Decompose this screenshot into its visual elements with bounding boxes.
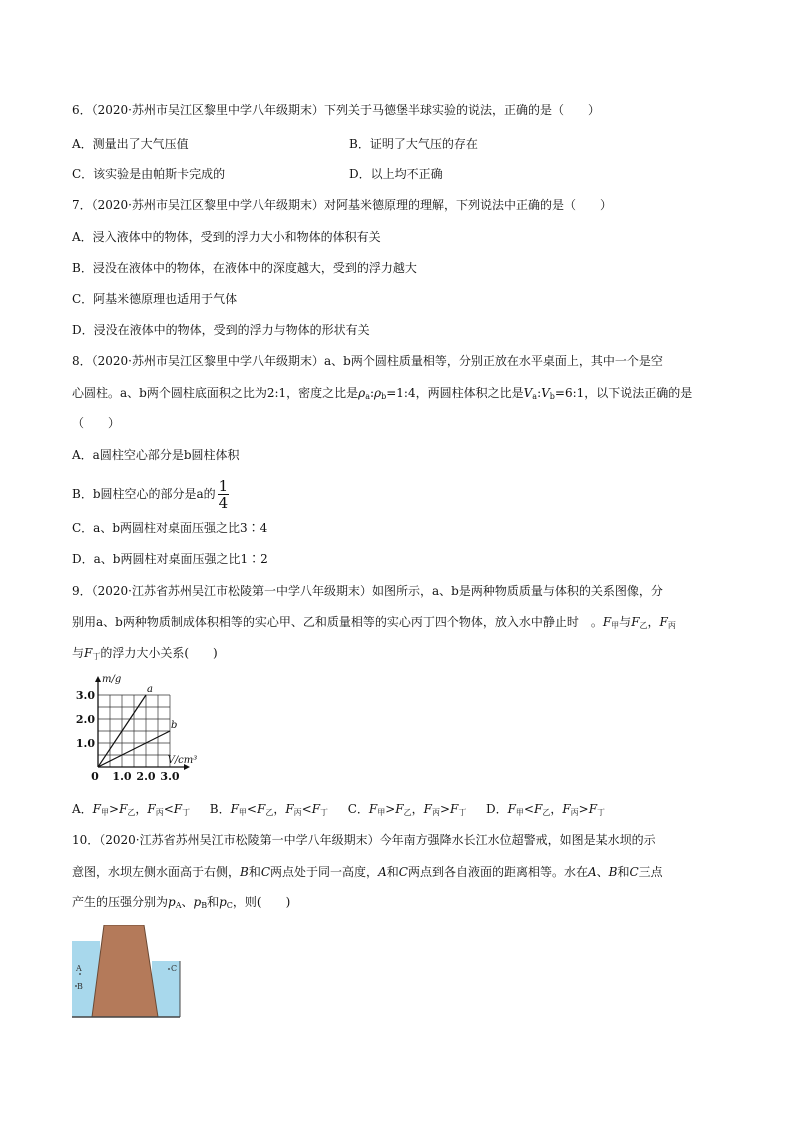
- q7-option-d: D．浸没在液体中的物体，受到的浮力与物体的形状有关: [72, 323, 370, 337]
- q10-stem-line3: 产生的压强分别为$p_A$、$p_B$和$p_C$，则( ): [72, 895, 291, 910]
- y-tick-label: 1.0: [75, 737, 95, 750]
- x-tick-label: 1.0: [112, 770, 132, 783]
- q9-option-d: D．$F_甲<F_乙$，$F_丙>F_丁$: [485, 802, 606, 817]
- chart-grid: [98, 695, 170, 767]
- q9-option-a: A．$F_甲>F_乙$，$F_丙<F_丁$: [72, 802, 191, 817]
- q8-stem-line1: 8．（2020·苏州市吴江区黎里中学八年级期末）a、b两个圆柱质量相等，分别正放在水平桌面上，其中一个是空: [72, 354, 663, 368]
- q6-option-c: C．该实验是由帕斯卡完成的: [72, 167, 226, 181]
- q9-option-c: C．$F_甲>F_乙$，$F_丙>F_丁$: [347, 802, 467, 817]
- q7-option-c: C．阿基米德原理也适用于气体: [72, 292, 238, 306]
- q8-option-d: D．a、b两圆柱对桌面压强之比1∶2: [72, 552, 268, 566]
- x-tick-label: 0: [91, 770, 99, 783]
- y-tick-label: 3.0: [75, 689, 95, 702]
- q10-stem-line1: 10．（2020·江苏省苏州吴江市松陵第一中学八年级期末）今年南方强降水长江水位超警戒，如图是某水坝的示: [72, 833, 656, 847]
- x-axis-label: V/cm³: [167, 755, 198, 766]
- fraction-one-quarter: $\frac{1}{4}$: [218, 477, 229, 512]
- x-tick-label: 2.0: [136, 770, 156, 783]
- label-point-c: C: [171, 964, 178, 973]
- q6-option-d: D．以上均不正确: [349, 167, 443, 181]
- q8-stem-line2: 心圆柱。a、b两个圆柱底面积之比为2:1，密度之比是$\rho_a:\rho_b=1:4$，两圆柱体积之比是$V_a:V_b=6:1$，以下说法正确的是: [72, 386, 693, 401]
- q8-option-a: A．a圆柱空心部分是b圆柱体积: [72, 448, 240, 462]
- q8-stem-line3: （ ）: [72, 416, 121, 430]
- q6-option-a: A．测量出了大气压值: [72, 137, 189, 151]
- point-c-dot: [168, 968, 170, 970]
- q9-stem-line3: 与$F_丁$的浮力大小关系( ): [72, 646, 218, 661]
- q8-option-c: C．a、b两圆柱对桌面压强之比3∶4: [72, 521, 268, 535]
- q6-option-b: B．证明了大气压的存在: [349, 137, 478, 151]
- point-a-dot: [79, 973, 81, 975]
- q9-options: [72, 801, 605, 821]
- y-tick-label: 2.0: [75, 713, 95, 726]
- dam-body: [92, 925, 158, 1017]
- dam-diagram: [72, 925, 182, 1020]
- q7-stem: 7．（2020·苏州市吴江区黎里中学八年级期末）对阿基米德原理的理解，下列说法中正确的是（ ）: [72, 198, 612, 212]
- y-axis-label: m/g: [102, 674, 122, 685]
- q9-stem-line1: 9．（2020·江苏省苏州吴江市松陵第一中学八年级期末）如图所示，a、b是两种物质质量与体积的关系图像，分: [72, 584, 663, 598]
- series-label-b: b: [171, 720, 178, 731]
- mass-volume-graph: [72, 674, 228, 786]
- label-point-b: B: [77, 982, 83, 991]
- y-axis-arrow: [95, 676, 101, 682]
- q9-stem-line2: 别用a、b两种物质制成体积相等的实心甲、乙和质量相等的实心丙丁四个物体，放入水中静止时 。$F_甲$与$F_乙$，$F_丙$: [72, 615, 676, 630]
- point-b-dot: [75, 985, 77, 987]
- q7-option-a: A．浸入液体中的物体，受到的浮力大小和物体的体积有关: [72, 230, 381, 244]
- label-point-a: A: [76, 964, 82, 973]
- x-tick-label: 3.0: [160, 770, 180, 783]
- q8-option-b: B．b圆柱空心的部分是a的 $\frac{1}{4}$: [72, 477, 229, 512]
- series-label-a: a: [147, 684, 153, 695]
- q7-option-b: B．浸没在液体中的物体，在液体中的深度越大，受到的浮力越大: [72, 261, 417, 275]
- q6-stem: 6．（2020·苏州市吴江区黎里中学八年级期末）下列关于马德堡半球实验的说法，正确的是（ ）: [72, 103, 600, 117]
- q9-option-b: B．$F_甲<F_乙$，$F_丙<F_丁$: [209, 802, 329, 817]
- q10-stem-line2: 意图，水坝左侧水面高于右侧，B和C两点处于同一高度，A和C两点到各自液面的距离相等。水在A、B和C三点: [72, 865, 663, 879]
